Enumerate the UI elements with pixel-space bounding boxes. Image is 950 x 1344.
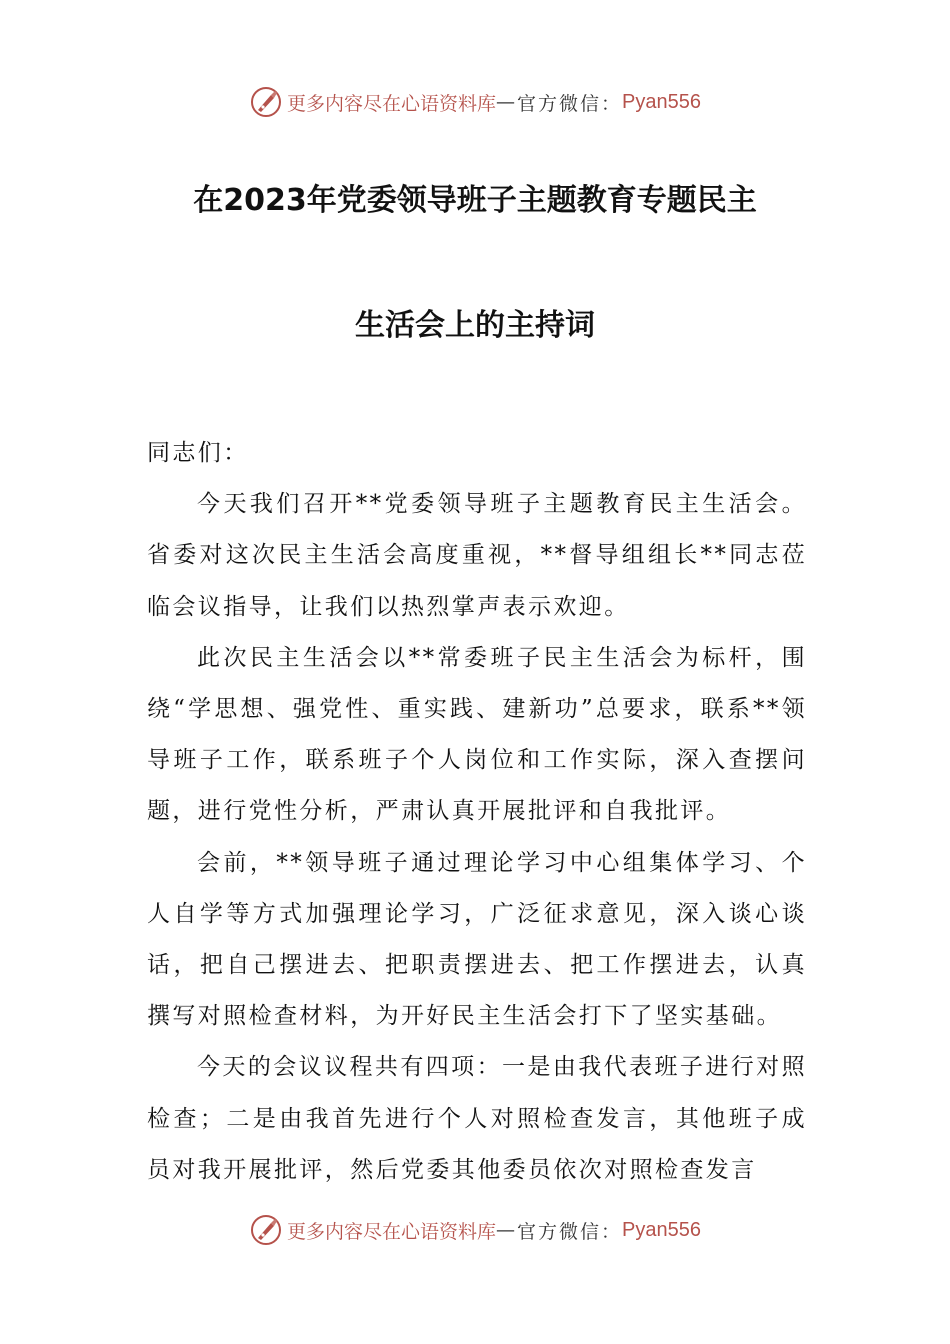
banner-main-text: 更多内容尽在心语资料库	[287, 92, 497, 115]
pen-nib-logo-icon	[249, 85, 283, 119]
pen-nib-logo-icon	[249, 1213, 283, 1247]
banner-label: 官方微信：	[517, 1220, 623, 1243]
paragraph-2: 此次民主生活会以**常委班子民主生活会为标杆，围绕“学思想、强党性、重实践、建新功”总要求，联系**领导班子工作，联系班子个人岗位和工作实际，深入查摆问题，进行党性分析，严肃认真开展批评和自我批评。	[147, 644, 807, 825]
banner-dash: —	[496, 91, 518, 113]
paragraph-3: 会前，**领导班子通过理论学习中心组集体学习、个人自学等方式加强理论学习，广泛征求意见，深入谈心谈话，把自己摆进去、把职责摆进去、把工作摆进去，认真撰写对照检查材料，为开好民主生活会打下了坚实基础。	[147, 849, 807, 1030]
paragraph-1: 今天我们召开**党委领导班子主题教育民主生活会。省委对这次民主生活会高度重视，**督导组组长**同志莅临会议指导，让我们以热烈掌声表示欢迎。	[147, 491, 807, 620]
greeting: 同志们：	[147, 440, 249, 466]
banner-wechat-id: Pyan556	[622, 1218, 701, 1241]
footer-watermark-banner	[0, 1210, 950, 1250]
document-body	[147, 428, 807, 1196]
paragraph-4: 今天的会议议程共有四项：一是由我代表班子进行对照检查；二是由我首先进行个人对照检查发言，其他班子成员对我开展批评，然后党委其他委员依次对照检查发言	[147, 1054, 807, 1183]
banner-dash: —	[496, 1219, 518, 1241]
document-title-line-2: 生活会上的主持词	[355, 308, 595, 343]
document-title-line-1: 在2023年党委领导班子主题教育专题民主	[193, 183, 757, 218]
header-watermark-banner	[0, 82, 950, 122]
banner-label: 官方微信：	[517, 92, 623, 115]
banner-main-text: 更多内容尽在心语资料库	[287, 1220, 497, 1243]
banner-wechat-id: Pyan556	[622, 90, 701, 113]
